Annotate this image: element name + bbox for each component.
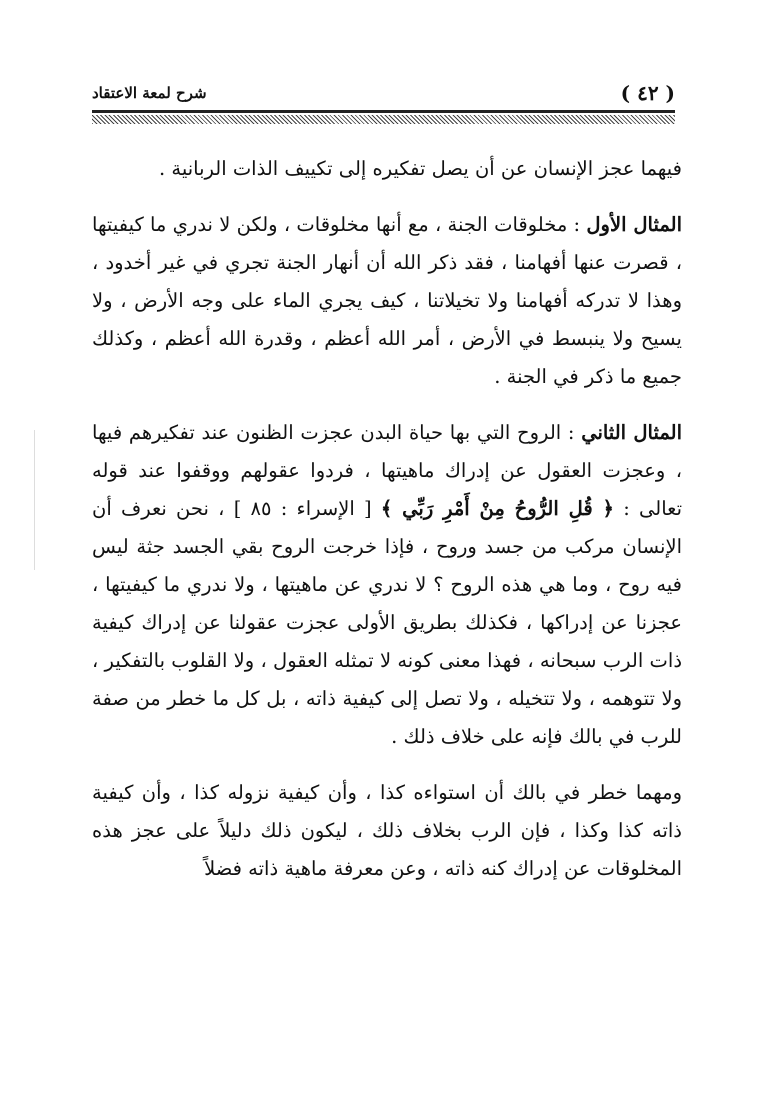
book-title: شرح لمعة الاعتقاد bbox=[92, 84, 207, 102]
example-one-paragraph bbox=[92, 206, 682, 396]
example-two-paragraph bbox=[92, 414, 682, 756]
header-hatch-band bbox=[92, 115, 675, 124]
quran-verse: ﴿ قُلِ الرُّوحُ مِنْ أَمْرِ رَبِّي ﴾ bbox=[380, 497, 614, 520]
body-text bbox=[92, 150, 682, 888]
intro-paragraph bbox=[92, 150, 682, 188]
example-two-text-before: : الروح التي بها حياة البدن عجزت الظنون عند تفكيرهم فيها ، وعجزت العقول عن إدراك ماهيتها ، فردوا عقولهم ووقفوا عند قوله تعالى : bbox=[92, 421, 683, 520]
conclusion-text: ومهما خطر في بالك أن استواءه كذا ، وأن كيفية نزوله كذا ، وأن كيفية ذاته كذا وكذا ، فإن الرب بخلاف ذلك ، ليكون ذلك دليلاً على عجز هذه المخلوقات عن إدراك كنه ذاته ، وعن معرفة ماهية ذاته فضلاً bbox=[92, 781, 682, 880]
conclusion-paragraph bbox=[92, 774, 682, 888]
example-two-label: المثال الثاني bbox=[581, 421, 682, 444]
margin-mark bbox=[34, 430, 35, 570]
example-one-label: المثال الأول bbox=[586, 213, 682, 236]
verse-citation: [ الإسراء : ٨٥ ] ، bbox=[208, 497, 381, 520]
example-two-text-after: نحن نعرف أن الإنسان مركب من جسد وروح ، فإذا خرجت الروح بقي الجسد جثة ليس فيه روح ، وما هي هذه الروح ؟ لا ندري عن ماهيتها ، ولا ندري ما كيفيتها ، عجزنا عن إدراكها ، فكذلك بطريق الأولى عجزت عقولنا عن إدراك كيفية ذات الرب سبحانه ، فهذا معنى كونه لا تمثله العقول ، ولا القلوب بالتفكير ، ولا تتوهمه ، ولا تتخيله ، ولا تصل إلى كيفية ذاته ، بل كل ما خطر من صفة للرب في بالك فإنه على خلاف ذلك . bbox=[92, 497, 682, 748]
example-one-text: : مخلوقات الجنة ، مع أنها مخلوقات ، ولكن لا ندري ما كيفيتها ، قصرت عنها أفهامنا ، فقد ذكر الله أن أنهار الجنة تجري في غير أخدود ، وهذا لا تدركه أفهامنا ولا تخيلاتنا ، كيف يجري الماء على وجه الأرض ، ولا يسيح ولا ينبسط في الأرض ، أمر الله أعظم ، وقدرة الله أعظم ، وكذلك جميع ما ذكر في الجنة . bbox=[92, 213, 682, 388]
intro-text: فيهما عجز الإنسان عن أن يصل تفكيره إلى تكييف الذات الربانية . bbox=[158, 157, 682, 180]
page-number: ( ٤٢ ) bbox=[620, 81, 675, 105]
running-header bbox=[92, 80, 675, 106]
header-rule bbox=[92, 110, 675, 113]
